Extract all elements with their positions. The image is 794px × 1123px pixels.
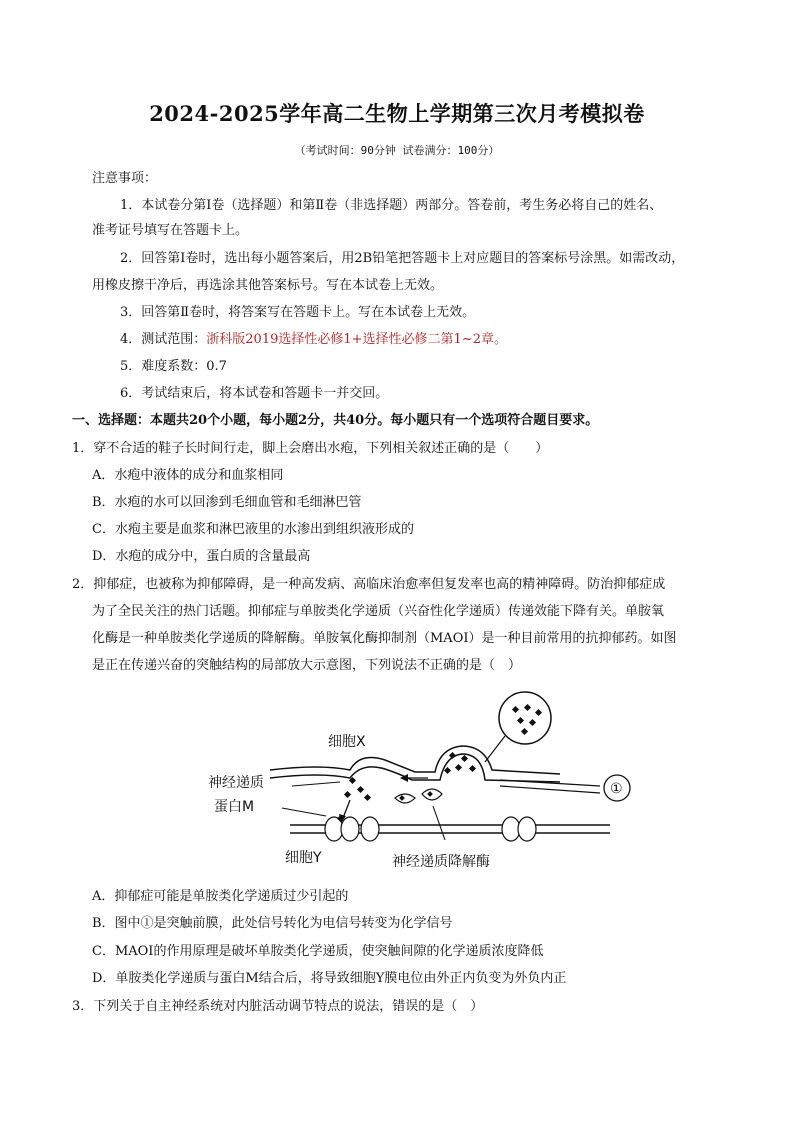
- range-prefix: 4．测试范围：: [120, 332, 207, 347]
- notice-item: 2．回答第Ⅰ卷时，选出每小题答案后，用2B铅笔把答题卡上对应题目的答案标号涂黑。如需改动，: [120, 251, 685, 266]
- section-heading: 一、选择题：本题共20个小题，每小题2分，共40分。每小题只有一个选项符合题目要求。: [72, 413, 599, 428]
- axon-line: [500, 780, 600, 786]
- question-2-stem-line: 是正在传递兴奋的突触结构的局部放大示意图，下列说法不正确的是（ ）: [92, 658, 522, 673]
- notice-item: 6．考试结束后，将本试卷和答题卡一并交回。: [120, 386, 389, 401]
- range-value: 浙科版2019选择性必修1+选择性必修二第1~2章。: [206, 332, 507, 347]
- notice-item: 3．回答第Ⅱ卷时，将答案写在答题卡上。写在本试卷上无效。: [120, 305, 476, 320]
- label-cell-x: 细胞X: [328, 734, 366, 750]
- question-2-stem-line: 为了全民关注的热门话题。抑郁症与单胺类化学递质（兴奋性化学递质）传递效能下降有关。单胺氧: [92, 604, 665, 619]
- synapse-diagram: [200, 690, 640, 875]
- receptor-2: [361, 817, 379, 841]
- presynaptic-membrane: [270, 746, 560, 774]
- notice-item: 1．本试卷分第Ⅰ卷（选择题）和第Ⅱ卷（非选择题）两部分。答卷前，考生务必将自己的姓名、: [120, 198, 663, 213]
- q2-option-a: A．抑郁症可能是单胺类化学递质过少引起的: [92, 889, 349, 904]
- question-3-stem: 3．下列关于自主神经系统对内脏活动调节特点的说法，错误的是（ ）: [72, 999, 484, 1014]
- notice-item: 准考证号填写在答题卡上。: [92, 223, 249, 238]
- binding-arrow: [343, 800, 350, 818]
- axon-line-2: [500, 786, 600, 793]
- q1-option-d: D．水疱的成分中，蛋白质的含量最高: [92, 549, 311, 564]
- zoom-pointer-line: [485, 736, 505, 762]
- q2-option-b: B．图中①是突触前膜，此处信号转化为电信号转变为化学信号: [92, 916, 453, 931]
- exam-info: （考试时间：90分钟 试卷满分：100分）: [294, 144, 500, 157]
- label-protein-m: 蛋白M: [214, 799, 255, 815]
- released-transmitter: [344, 777, 371, 801]
- question-2-stem-line: 2．抑郁症，也被称为抑郁障碍，是一种高发病、高临床治愈率但复发率也高的精神障碍。防治抑郁症成: [72, 577, 666, 592]
- question-1-stem: 1．穿不合适的鞋子长时间行走，脚上会磨出水疱，下列相关叙述正确的是（ ）: [72, 441, 549, 456]
- label-marker: ①: [610, 781, 623, 797]
- notice-item: 5．难度系数：0.7: [120, 359, 227, 374]
- q1-option-c: C．水疱主要是血浆和淋巴液里的水渗出到组织液形成的: [92, 522, 414, 537]
- q1-option-b: B．水疱的水可以回渗到毛细血管和毛细淋巴管: [92, 495, 362, 510]
- q1-option-a: A．水疱中液体的成分和血浆相同: [92, 468, 284, 483]
- vesicle-zoom-circle: [499, 692, 551, 744]
- protein-m-pointer: [282, 808, 326, 816]
- page-title: 2024-2025学年高二生物上学期第三次月考模拟卷: [149, 101, 645, 126]
- q2-option-c: C．MAOI的作用原理是破坏单胺类化学递质，使突触间隙的化学递质浓度降低: [92, 944, 544, 959]
- q2-option-d: D．单胺类化学递质与蛋白M结合后，将导致细胞Y膜电位由外正内负变为外负内正: [92, 971, 567, 986]
- enzyme-pointer-line: [433, 806, 445, 840]
- zoom-molecules: [512, 704, 542, 735]
- notice-heading: 注意事项：: [92, 171, 158, 186]
- question-2-stem-line: 化酶是一种单胺类化学递质的降解酶。单胺氧化酶抑制剂（MAOI）是一种目前常用的抗抑郁药。如图: [92, 631, 677, 646]
- transmitter-pointer: [292, 782, 340, 786]
- label-transmitter: 神经递质: [208, 775, 264, 791]
- label-cell-y: 细胞Y: [285, 850, 322, 866]
- receptor-3: [502, 817, 536, 841]
- label-enzyme: 神经递质降解酶: [392, 854, 490, 870]
- notice-item: 用橡皮擦干净后，再选涂其他答案标号。写在本试卷上无效。: [92, 278, 444, 293]
- notice-item-range: [120, 331, 507, 349]
